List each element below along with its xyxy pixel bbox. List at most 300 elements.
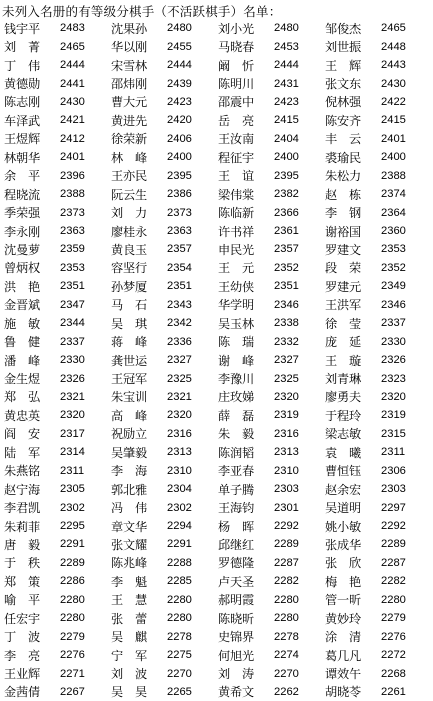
player-name: 卢天圣 <box>218 574 254 589</box>
player-entry <box>4 112 111 129</box>
player-rating: 2270 <box>274 667 299 680</box>
player-entry <box>4 149 111 166</box>
player-entry <box>4 388 111 405</box>
player-name: 李 亮 <box>4 648 40 663</box>
table-row <box>4 627 432 645</box>
player-name: 丁 伟 <box>4 58 40 73</box>
player-name: 王海钧 <box>218 501 254 516</box>
table-row <box>4 277 432 295</box>
player-rating: 2297 <box>381 501 406 514</box>
player-entry <box>111 370 218 387</box>
player-entry <box>218 407 325 424</box>
player-rating: 2351 <box>274 280 299 293</box>
player-name: 葛几凡 <box>325 648 361 663</box>
player-name: 林 峰 <box>111 150 147 165</box>
player-name: 阚 忻 <box>218 58 254 73</box>
player-rating: 2321 <box>60 390 85 403</box>
table-row <box>4 148 432 166</box>
player-name: 姚小敏 <box>325 519 361 534</box>
player-entry <box>111 573 218 590</box>
player-name: 梁志敏 <box>325 427 361 442</box>
player-rating: 2421 <box>60 114 85 127</box>
player-name: 高 峰 <box>111 408 147 423</box>
player-entry <box>325 610 432 627</box>
player-name: 吴 昊 <box>111 685 147 700</box>
player-entry <box>4 481 111 498</box>
player-name: 鲁 健 <box>4 335 40 350</box>
player-entry <box>325 352 432 369</box>
player-entry <box>325 20 432 37</box>
player-name: 曾炳权 <box>4 261 40 276</box>
player-entry <box>325 278 432 295</box>
player-name: 阎 安 <box>4 427 40 442</box>
player-entry <box>325 149 432 166</box>
player-name: 王 辉 <box>325 58 361 73</box>
player-name: 陈 瑞 <box>218 335 254 350</box>
player-name: 陈晓昕 <box>218 611 254 626</box>
player-entry <box>4 259 111 276</box>
player-rating: 2261 <box>381 685 406 698</box>
player-entry <box>4 38 111 55</box>
player-entry <box>218 610 325 627</box>
player-entry <box>325 241 432 258</box>
player-entry <box>218 370 325 387</box>
player-rating: 2280 <box>274 593 299 606</box>
player-name: 王汝南 <box>218 132 254 147</box>
player-name: 李永刚 <box>4 224 40 239</box>
player-entry <box>325 518 432 535</box>
player-name: 刘世振 <box>325 40 361 55</box>
player-name: 郝明霞 <box>218 593 254 608</box>
table-row <box>4 259 432 277</box>
player-name: 刘小光 <box>218 21 254 36</box>
player-rating: 2406 <box>167 132 192 145</box>
player-name: 王 慧 <box>111 593 147 608</box>
player-rating: 2310 <box>274 464 299 477</box>
player-name: 陈明川 <box>218 77 254 92</box>
player-entry <box>325 167 432 184</box>
player-name: 赵余宏 <box>325 482 361 497</box>
player-name: 于 秩 <box>4 556 40 571</box>
player-name: 刘 菁 <box>4 40 40 55</box>
player-rating: 2287 <box>274 556 299 569</box>
player-name: 杨 晖 <box>218 519 254 534</box>
player-entry <box>325 573 432 590</box>
player-rating: 2315 <box>381 427 406 440</box>
player-rating: 2291 <box>60 538 85 551</box>
player-rating: 2326 <box>60 372 85 385</box>
player-rating: 2313 <box>274 446 299 459</box>
player-name: 史锦界 <box>218 630 254 645</box>
player-rating: 2326 <box>381 354 406 367</box>
player-rating: 2325 <box>167 372 192 385</box>
player-rating: 2262 <box>274 685 299 698</box>
player-rating: 2363 <box>60 225 85 238</box>
player-entry <box>111 167 218 184</box>
player-name: 蒋 峰 <box>111 335 147 350</box>
player-rating: 2343 <box>167 298 192 311</box>
player-rating: 2279 <box>381 612 406 625</box>
player-entry <box>111 647 218 664</box>
player-entry <box>325 223 432 240</box>
player-entry <box>325 407 432 424</box>
player-rating: 2291 <box>167 538 192 551</box>
player-entry <box>4 57 111 74</box>
player-name: 任宏宇 <box>4 611 40 626</box>
player-rating: 2439 <box>167 77 192 90</box>
table-row <box>4 19 432 37</box>
player-name: 王煜辉 <box>4 132 40 147</box>
player-rating: 2430 <box>60 95 85 108</box>
player-entry <box>218 20 325 37</box>
table-row <box>4 683 432 701</box>
player-rating: 2278 <box>274 630 299 643</box>
player-entry <box>111 499 218 516</box>
player-name: 宋雪林 <box>111 58 147 73</box>
player-rating: 2349 <box>381 280 406 293</box>
player-name: 薛 磊 <box>218 408 254 423</box>
player-entry <box>111 204 218 221</box>
player-entry <box>4 75 111 92</box>
player-rating: 2270 <box>167 667 192 680</box>
player-name: 丰 云 <box>325 132 361 147</box>
player-rating: 2276 <box>381 630 406 643</box>
player-rating: 2319 <box>381 409 406 422</box>
player-entry <box>4 315 111 332</box>
player-name: 李亚春 <box>218 464 254 479</box>
player-rating: 2327 <box>274 354 299 367</box>
player-name: 王洪军 <box>325 298 361 313</box>
player-entry <box>4 628 111 645</box>
player-entry <box>218 352 325 369</box>
table-row <box>4 664 432 682</box>
player-name: 李 钢 <box>325 206 361 221</box>
player-entry <box>4 462 111 479</box>
player-rating: 2352 <box>274 261 299 274</box>
player-rating: 2363 <box>167 225 192 238</box>
player-entry <box>4 536 111 553</box>
player-entry <box>111 683 218 700</box>
player-entry <box>111 57 218 74</box>
player-entry <box>111 223 218 240</box>
player-entry <box>4 241 111 258</box>
player-name: 吴 麒 <box>111 630 147 645</box>
player-entry <box>4 20 111 37</box>
player-rating: 2465 <box>60 40 85 53</box>
player-rating: 2337 <box>381 317 406 330</box>
player-entry <box>111 93 218 110</box>
table-row <box>4 646 432 664</box>
player-rating: 2287 <box>381 556 406 569</box>
player-entry <box>218 499 325 516</box>
player-entry <box>218 57 325 74</box>
player-name: 庞 延 <box>325 335 361 350</box>
player-rating: 2357 <box>274 243 299 256</box>
player-rating: 2304 <box>167 483 192 496</box>
player-entry <box>4 130 111 147</box>
player-name: 陈临新 <box>218 206 254 221</box>
player-rating: 2401 <box>381 132 406 145</box>
player-entry <box>218 554 325 571</box>
player-rating: 2330 <box>381 335 406 348</box>
player-name: 金晋斌 <box>4 298 40 313</box>
table-row <box>4 167 432 185</box>
player-name: 阮云生 <box>111 187 147 202</box>
player-rating: 2303 <box>274 483 299 496</box>
player-name: 曹恒钰 <box>325 464 361 479</box>
table-row <box>4 591 432 609</box>
player-entry <box>325 259 432 276</box>
player-rating: 2288 <box>167 556 192 569</box>
table-row <box>4 37 432 55</box>
player-name: 黄希文 <box>218 685 254 700</box>
player-entry <box>218 204 325 221</box>
player-name: 袁 曦 <box>325 445 361 460</box>
player-name: 王亦民 <box>111 169 147 184</box>
player-name: 黄妙玲 <box>325 611 361 626</box>
player-rating: 2314 <box>60 446 85 459</box>
table-row <box>4 406 432 424</box>
player-entry <box>4 407 111 424</box>
player-entry <box>4 93 111 110</box>
table-row <box>4 462 432 480</box>
player-entry <box>218 628 325 645</box>
table-row <box>4 332 432 350</box>
player-rating: 2400 <box>167 151 192 164</box>
player-entry <box>218 444 325 461</box>
player-entry <box>218 296 325 313</box>
player-rating: 2351 <box>167 280 192 293</box>
player-rating: 2289 <box>274 538 299 551</box>
player-entry <box>218 241 325 258</box>
player-entry <box>325 481 432 498</box>
player-rating: 2360 <box>381 225 406 238</box>
player-entry <box>111 241 218 258</box>
player-name: 陈润韬 <box>218 445 254 460</box>
player-name: 庄玫娣 <box>218 390 254 405</box>
player-name: 程晓流 <box>4 187 40 202</box>
player-rating: 2465 <box>381 22 406 35</box>
player-rating: 2444 <box>167 59 192 72</box>
player-entry <box>4 610 111 627</box>
player-rating: 2359 <box>60 243 85 256</box>
player-name: 罗德隆 <box>218 556 254 571</box>
player-name: 廖桂永 <box>111 224 147 239</box>
player-entry <box>325 591 432 608</box>
player-rating: 2282 <box>381 575 406 588</box>
player-entry <box>111 444 218 461</box>
player-entry <box>4 554 111 571</box>
player-entry <box>218 481 325 498</box>
player-entry <box>325 462 432 479</box>
player-entry <box>218 223 325 240</box>
player-entry <box>111 352 218 369</box>
player-entry <box>218 591 325 608</box>
player-entry <box>111 407 218 424</box>
player-entry <box>4 278 111 295</box>
player-rating: 2311 <box>381 446 406 459</box>
table-row <box>4 240 432 258</box>
player-rating: 2357 <box>167 243 192 256</box>
player-name: 段 荣 <box>325 261 361 276</box>
player-rating: 2302 <box>167 501 192 514</box>
player-name: 马 石 <box>111 298 147 313</box>
player-name: 赵宁海 <box>4 482 40 497</box>
player-rating: 2374 <box>381 188 406 201</box>
player-rating: 2295 <box>60 520 85 533</box>
player-entry <box>111 665 218 682</box>
player-entry <box>325 38 432 55</box>
player-entry <box>325 204 432 221</box>
player-entry <box>111 333 218 350</box>
player-rating: 2354 <box>167 261 192 274</box>
player-entry <box>325 425 432 442</box>
player-entry <box>218 167 325 184</box>
table-row <box>4 480 432 498</box>
player-name: 程征宇 <box>218 150 254 165</box>
player-rating: 2415 <box>381 114 406 127</box>
player-rating: 2455 <box>167 40 192 53</box>
player-entry <box>4 425 111 442</box>
player-rating: 2412 <box>60 132 85 145</box>
player-rating: 2366 <box>274 206 299 219</box>
player-name: 张成华 <box>325 537 361 552</box>
player-name: 岳 亮 <box>218 113 254 128</box>
table-row <box>4 130 432 148</box>
player-name: 潘 峰 <box>4 353 40 368</box>
player-grid <box>4 19 432 701</box>
player-entry <box>325 665 432 682</box>
player-rating: 2313 <box>167 446 192 459</box>
player-entry <box>325 536 432 553</box>
table-row <box>4 388 432 406</box>
player-entry <box>325 444 432 461</box>
table-row <box>4 296 432 314</box>
player-entry <box>111 186 218 203</box>
player-name: 吴道明 <box>325 501 361 516</box>
player-rating: 2353 <box>60 261 85 274</box>
table-row <box>4 609 432 627</box>
player-rating: 2294 <box>167 520 192 533</box>
table-row <box>4 93 432 111</box>
player-name: 龚世运 <box>111 353 147 368</box>
player-name: 容坚行 <box>111 261 147 276</box>
player-entry <box>111 536 218 553</box>
player-name: 车泽武 <box>4 113 40 128</box>
player-entry <box>4 167 111 184</box>
player-entry <box>111 315 218 332</box>
player-name: 邵震中 <box>218 95 254 110</box>
player-name: 何旭光 <box>218 648 254 663</box>
player-entry <box>111 296 218 313</box>
player-rating: 2336 <box>167 335 192 348</box>
player-name: 朱松力 <box>325 169 361 184</box>
player-name: 徐荣新 <box>111 132 147 147</box>
player-entry <box>325 628 432 645</box>
player-entry <box>111 112 218 129</box>
player-name: 林朝华 <box>4 150 40 165</box>
player-rating: 2265 <box>167 685 192 698</box>
player-rating: 2441 <box>60 77 85 90</box>
player-entry <box>111 518 218 535</box>
player-name: 罗建元 <box>325 279 361 294</box>
player-rating: 2346 <box>381 298 406 311</box>
player-rating: 2364 <box>381 206 406 219</box>
player-rating: 2280 <box>381 593 406 606</box>
player-name: 章文华 <box>111 519 147 534</box>
player-name: 金生煜 <box>4 372 40 387</box>
player-entry <box>111 462 218 479</box>
player-entry <box>218 518 325 535</box>
player-entry <box>111 388 218 405</box>
player-rating: 2317 <box>60 427 85 440</box>
player-rating: 2280 <box>60 593 85 606</box>
player-name: 施 敏 <box>4 316 40 331</box>
player-rating: 2361 <box>274 225 299 238</box>
player-entry <box>111 591 218 608</box>
table-row <box>4 314 432 332</box>
player-name: 陈志刚 <box>4 95 40 110</box>
player-name: 黄德勋 <box>4 77 40 92</box>
player-entry <box>325 296 432 313</box>
player-entry <box>325 647 432 664</box>
player-rating: 2395 <box>274 169 299 182</box>
player-name: 洪 艳 <box>4 279 40 294</box>
player-name: 刘 涛 <box>218 667 254 682</box>
player-name: 梅 艳 <box>325 574 361 589</box>
player-rating: 2382 <box>274 188 299 201</box>
player-entry <box>4 683 111 700</box>
player-name: 申民光 <box>218 242 254 257</box>
player-name: 余 平 <box>4 169 40 184</box>
table-row <box>4 498 432 516</box>
player-rating: 2430 <box>381 77 406 90</box>
player-rating: 2280 <box>167 593 192 606</box>
table-row <box>4 222 432 240</box>
player-name: 祝励立 <box>111 427 147 442</box>
player-rating: 2480 <box>274 22 299 35</box>
player-rating: 2325 <box>274 372 299 385</box>
player-rating: 2338 <box>274 317 299 330</box>
player-rating: 2332 <box>274 335 299 348</box>
player-name: 谭效午 <box>325 667 361 682</box>
player-entry <box>218 259 325 276</box>
player-entry <box>218 186 325 203</box>
player-entry <box>325 93 432 110</box>
player-name: 裘瑜民 <box>325 150 361 165</box>
player-rating: 2327 <box>167 354 192 367</box>
player-name: 于程玲 <box>325 408 361 423</box>
player-entry <box>218 665 325 682</box>
table-row <box>4 185 432 203</box>
player-name: 张文耀 <box>111 537 147 552</box>
player-name: 李 海 <box>111 464 147 479</box>
player-name: 陈安齐 <box>325 113 361 128</box>
player-name: 徐 莹 <box>325 316 361 331</box>
player-name: 涂 清 <box>325 630 361 645</box>
player-rating: 2337 <box>60 335 85 348</box>
player-name: 王幼侠 <box>218 279 254 294</box>
player-name: 刘 波 <box>111 667 147 682</box>
list-title: 未列入名册的有等级分棋手（不活跃棋手）名单： <box>2 4 282 19</box>
player-entry <box>4 647 111 664</box>
player-name: 马晓春 <box>218 40 254 55</box>
table-row <box>4 74 432 92</box>
player-name: 曹大元 <box>111 95 147 110</box>
player-rating: 2444 <box>60 59 85 72</box>
player-entry <box>4 296 111 313</box>
player-name: 黄良玉 <box>111 242 147 257</box>
